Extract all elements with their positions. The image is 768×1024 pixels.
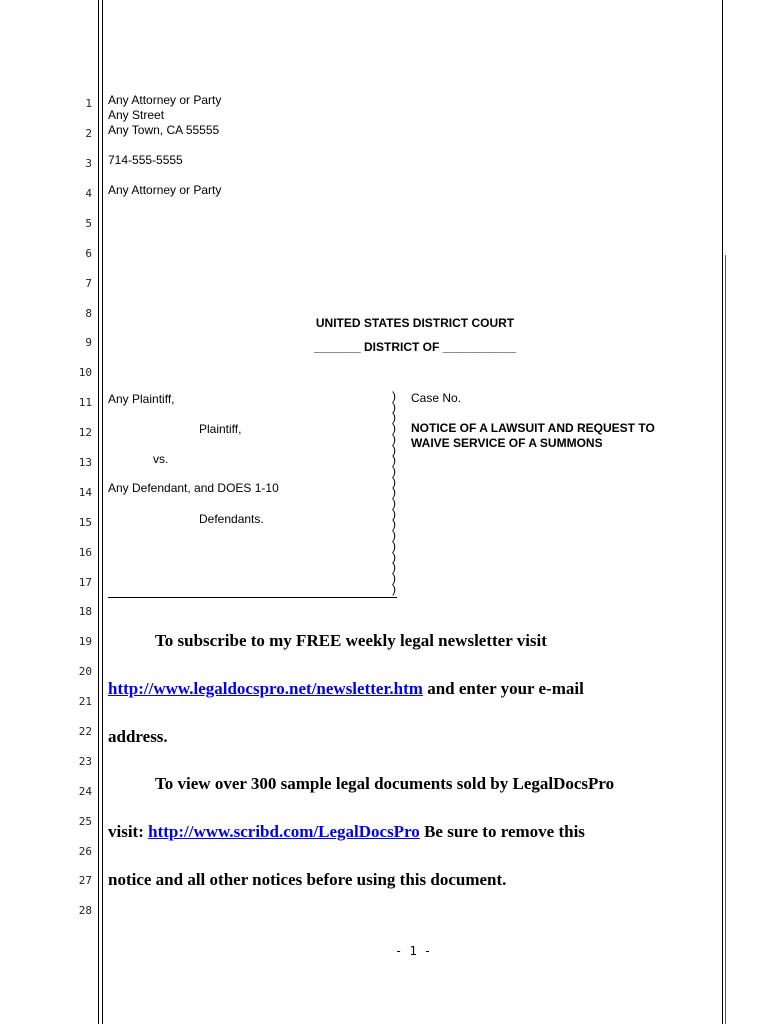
left-margin-rule-outer: [98, 0, 99, 1024]
line-number: 1: [85, 97, 92, 110]
line-number: 24: [78, 785, 92, 798]
case-number-label: Case No.: [411, 391, 462, 405]
notice-subscribe-line2: http://www.legaldocspro.net/newsletter.htm and enter your e-mail: [108, 679, 584, 698]
defendant-name: Any Defendant, and DOES 1-10: [108, 481, 279, 495]
document-title-line2: WAIVE SERVICE OF A SUMMONS: [411, 436, 603, 450]
plaintiff-label: Plaintiff,: [199, 422, 242, 436]
attorney-city: Any Town, CA 55555: [108, 123, 220, 137]
versus: vs.: [153, 452, 169, 466]
line-number: 25: [78, 815, 92, 828]
notice-samples-line3: notice and all other notices before using this document.: [108, 870, 507, 889]
line-number: 18: [78, 605, 92, 618]
line-number: 2: [85, 127, 92, 140]
line-number: 11: [78, 396, 92, 409]
line-number: 8: [85, 307, 92, 320]
line-number: 7: [85, 277, 92, 290]
attorney-for: Any Attorney or Party: [108, 183, 222, 197]
line-number: 21: [78, 695, 92, 708]
line-number: 15: [78, 516, 92, 529]
right-margin-rule-shadow: [725, 255, 726, 1024]
line-number: 27: [78, 874, 92, 887]
line-number: 20: [78, 665, 92, 678]
line-number: 14: [78, 486, 92, 499]
line-number: 19: [78, 635, 92, 648]
right-margin-rule: [722, 0, 723, 1024]
line-number: 6: [85, 247, 92, 260]
page-number: - 1 -: [395, 944, 432, 958]
line-number: 4: [85, 187, 92, 200]
line-number: 23: [78, 755, 92, 768]
document-title-line1: NOTICE OF A LAWSUIT AND REQUEST TO: [411, 421, 655, 435]
line-number: 12: [78, 426, 92, 439]
line-number: 22: [78, 725, 92, 738]
line-number: 26: [78, 845, 92, 858]
attorney-street: Any Street: [108, 108, 165, 122]
line-number: 5: [85, 217, 92, 230]
plaintiff-name: Any Plaintiff,: [108, 392, 175, 406]
left-margin-rule-inner: [102, 0, 103, 1024]
line-number: 28: [78, 904, 92, 917]
attorney-phone: 714-555-5555: [108, 153, 183, 167]
caption-underline: [108, 597, 397, 598]
notice-samples-line2: visit: http://www.scribd.com/LegalDocsPro Be sure to remove this: [108, 822, 585, 841]
line-number: 16: [78, 546, 92, 559]
court-district: _______ DISTRICT OF ___________: [313, 340, 517, 354]
newsletter-link[interactable]: http://www.legaldocspro.net/newsletter.htm: [108, 679, 423, 698]
notice-samples-line1: To view over 300 sample legal documents sold by LegalDocsPro: [155, 774, 615, 793]
line-number: 13: [78, 456, 92, 469]
defendant-label: Defendants.: [199, 512, 264, 526]
line-number: 17: [78, 576, 92, 589]
caption-parentheses: ) ) ) ) ) ) ) ) ) ) ) ) ) ) ) ) ) ) ): [392, 389, 396, 596]
line-number: 3: [85, 157, 92, 170]
court-title: UNITED STATES DISTRICT COURT: [315, 316, 515, 330]
notice-subscribe-line3: address.: [108, 727, 168, 746]
line-number: 9: [85, 336, 92, 349]
scribd-link[interactable]: http://www.scribd.com/LegalDocsPro: [148, 822, 420, 841]
line-number: 10: [78, 366, 92, 379]
notice-subscribe-line1: To subscribe to my FREE weekly legal newsletter visit: [155, 631, 547, 650]
attorney-name: Any Attorney or Party: [108, 93, 222, 107]
